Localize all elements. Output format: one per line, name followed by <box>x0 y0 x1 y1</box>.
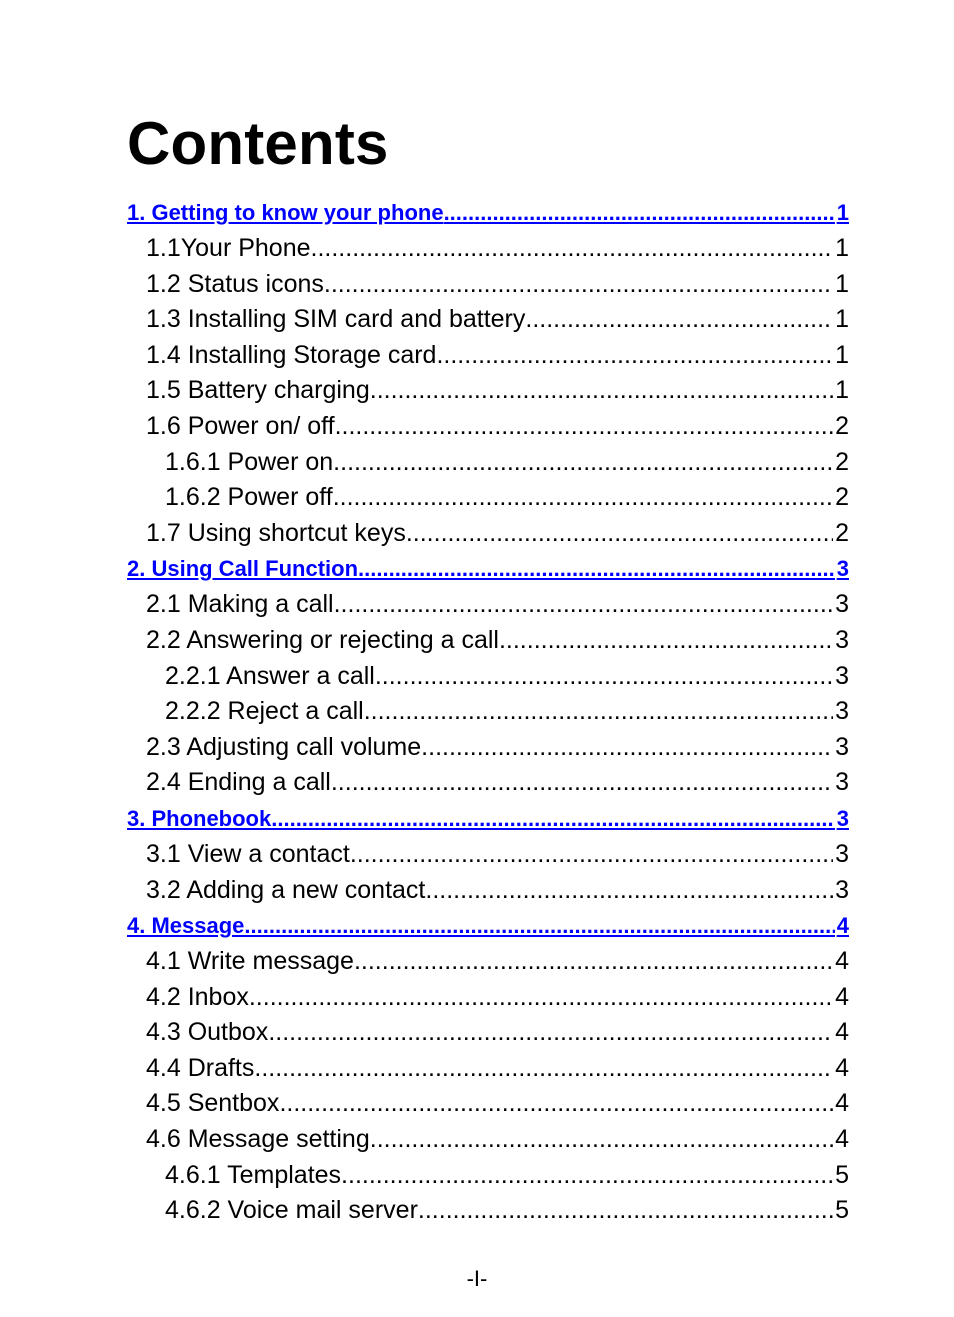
toc-entry-label: 1.6 Power on/ off <box>146 411 335 440</box>
toc-entry-page: 2 <box>835 483 849 512</box>
toc-entry-page: 3 <box>835 875 849 904</box>
toc-entry-page: 4 <box>835 1018 849 1047</box>
toc-entry <box>127 409 849 445</box>
toc-entry-page: 1 <box>835 376 849 405</box>
toc-entry <box>127 338 849 374</box>
toc-entry-page: 3 <box>835 590 849 619</box>
toc-entry-label: 1.4 Installing Storage card <box>146 340 437 369</box>
toc-entry-label: 4.4 Drafts <box>146 1053 255 1082</box>
toc-entry-label: 4.6.2 Voice mail server <box>165 1196 418 1225</box>
toc-entry-label: 2.1 Making a call <box>146 590 334 619</box>
dot-leader <box>354 944 833 980</box>
toc-entry <box>127 302 849 338</box>
toc-entry-label: 1. Getting to know your phone <box>127 200 444 225</box>
toc-entry-page: 4 <box>836 913 849 939</box>
toc-entry-label: 4.6.1 Templates <box>165 1160 342 1189</box>
toc-entry-page: 3 <box>835 768 849 797</box>
dot-leader <box>331 765 833 801</box>
toc-section-link[interactable] <box>127 801 849 837</box>
toc-entry-page: 5 <box>835 1196 849 1225</box>
toc-entry-page: 1 <box>835 340 849 369</box>
toc-entry-page: 4 <box>835 982 849 1011</box>
toc-entry-page: 1 <box>835 234 849 262</box>
toc-entry <box>127 1122 849 1158</box>
toc-entry-label: 1.7 Using shortcut keys <box>146 518 406 547</box>
toc-entry <box>127 231 849 267</box>
dot-leader <box>311 231 834 267</box>
toc-entry <box>127 623 849 659</box>
toc-entry-label: 2.2.2 Reject a call <box>165 697 364 726</box>
dot-leader <box>341 1158 833 1194</box>
dot-leader <box>333 445 833 481</box>
toc-entry-page: 3 <box>835 732 849 761</box>
toc-entry <box>127 587 849 623</box>
toc-entry-label: 2.2.1 Answer a call <box>165 661 375 690</box>
toc-entry <box>127 516 849 552</box>
toc-entry-label: 1.5 Battery charging <box>146 376 370 405</box>
dot-leader <box>406 516 833 552</box>
toc-entry-label: 3.2 Adding a new contact <box>146 875 426 904</box>
dot-leader <box>358 551 835 587</box>
toc-entry-page: 4 <box>835 947 849 976</box>
dot-leader <box>375 659 833 695</box>
dot-leader <box>370 373 833 409</box>
toc-entry-label: 1.6.1 Power on <box>165 447 334 476</box>
toc-entry-label: 4.5 Sentbox <box>146 1089 280 1118</box>
toc-section-link[interactable] <box>127 551 849 587</box>
toc-entry <box>127 1193 849 1229</box>
toc-entry-label: 2.3 Adjusting call volume <box>146 732 422 761</box>
dot-leader <box>499 623 833 659</box>
dot-leader <box>279 1086 833 1122</box>
toc-entry-page: 1 <box>835 305 849 334</box>
toc-entry-page: 3 <box>836 805 849 831</box>
toc-entry-page: 4 <box>835 1125 849 1154</box>
dot-leader <box>364 694 833 730</box>
toc-entry-page: 3 <box>835 661 849 690</box>
toc-entry-page: 4 <box>835 1089 849 1118</box>
toc-entry <box>127 1051 849 1087</box>
toc-entry <box>127 445 849 481</box>
toc-entry-page: 4 <box>835 1053 849 1082</box>
toc-entry <box>127 1086 849 1122</box>
toc-entry-page: 3 <box>835 839 849 868</box>
toc-entry-page: 3 <box>835 625 849 654</box>
toc-entry-label: 4. Message <box>127 913 245 939</box>
dot-leader <box>334 587 833 623</box>
dot-leader <box>425 873 833 909</box>
toc-entry-page: 1 <box>836 200 849 225</box>
toc-entry-page: 2 <box>835 447 849 476</box>
toc-entry-label: 1.6.2 Power off <box>165 483 333 512</box>
table-of-contents <box>127 195 849 1229</box>
toc-section-link[interactable] <box>127 908 849 944</box>
page-number: -I- <box>466 1266 488 1291</box>
toc-entry-label: 1.2 Status icons <box>146 269 324 298</box>
toc-entry <box>127 267 849 303</box>
toc-entry <box>127 694 849 730</box>
toc-entry <box>127 730 849 766</box>
toc-entry <box>127 944 849 980</box>
toc-entry <box>127 1015 849 1051</box>
toc-entry-page: 5 <box>835 1160 849 1189</box>
dot-leader <box>244 908 834 944</box>
dot-leader <box>525 302 833 338</box>
toc-entry <box>127 480 849 516</box>
toc-entry-page: 2 <box>835 518 849 547</box>
toc-entry-page: 1 <box>835 269 849 298</box>
toc-entry-label: 3.1 View a contact <box>146 839 350 868</box>
dot-leader <box>268 1015 833 1051</box>
toc-entry <box>127 873 849 909</box>
toc-entry-label: 1.3 Installing SIM card and battery <box>146 305 526 334</box>
dot-leader <box>421 730 833 766</box>
dot-leader <box>370 1122 833 1158</box>
dot-leader <box>333 480 833 516</box>
toc-entry <box>127 837 849 873</box>
toc-entry <box>127 373 849 409</box>
toc-section-link[interactable] <box>127 195 849 231</box>
dot-leader <box>444 195 835 231</box>
dot-leader <box>271 801 835 837</box>
dot-leader <box>249 980 833 1016</box>
toc-entry-label: 2.2 Answering or rejecting a call <box>146 625 499 654</box>
toc-entry-label: 4.6 Message setting <box>146 1125 370 1154</box>
dot-leader <box>350 837 833 873</box>
toc-entry-page: 3 <box>836 556 849 582</box>
toc-entry-page: 2 <box>835 411 849 440</box>
toc-entry <box>127 765 849 801</box>
dot-leader <box>418 1193 833 1229</box>
toc-entry-label: 3. Phonebook <box>127 805 272 831</box>
toc-entry <box>127 1158 849 1194</box>
toc-entry <box>127 980 849 1016</box>
toc-entry-label: 4.3 Outbox <box>146 1018 269 1047</box>
dot-leader <box>254 1051 833 1087</box>
dot-leader <box>335 409 834 445</box>
toc-entry-label: 2. Using Call Function <box>127 556 359 582</box>
toc-entry-label: 2.4 Ending a call <box>146 768 331 797</box>
toc-entry-page: 3 <box>835 697 849 726</box>
toc-entry <box>127 659 849 695</box>
toc-entry-label: 1.1Your Phone <box>146 234 311 262</box>
dot-leader <box>436 338 833 374</box>
toc-entry-label: 4.1 Write message <box>146 947 354 976</box>
dot-leader <box>324 267 833 303</box>
page-title: Contents <box>127 110 389 177</box>
toc-entry-label: 4.2 Inbox <box>146 982 249 1011</box>
